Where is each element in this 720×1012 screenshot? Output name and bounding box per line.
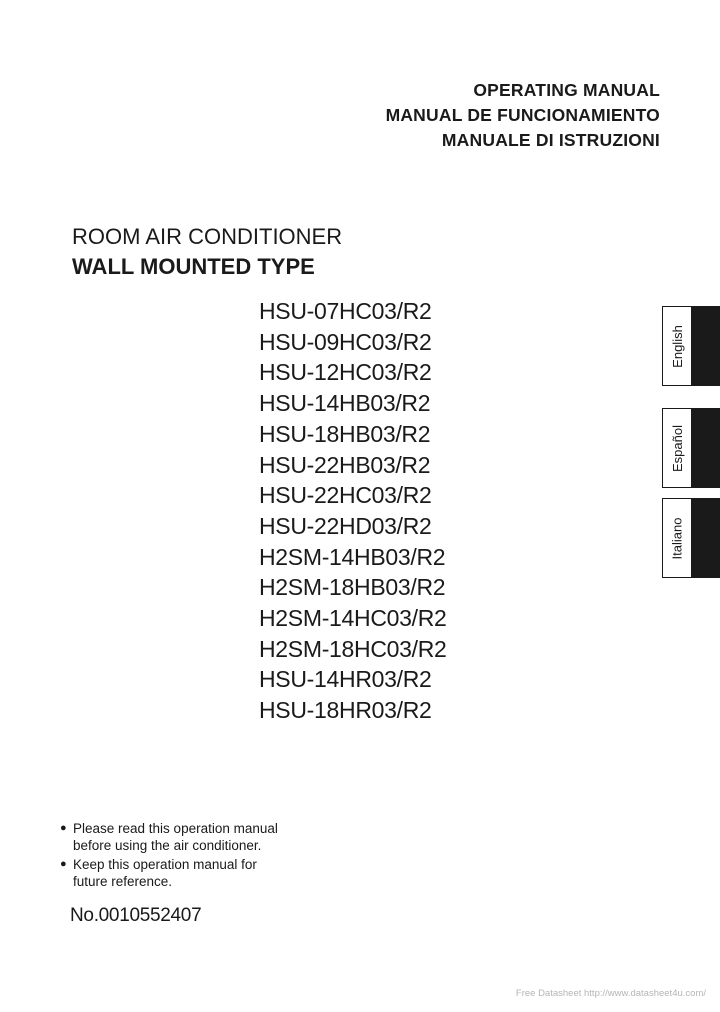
footer-watermark[interactable]: Free Datasheet http://www.datasheet4u.com/ — [515, 988, 706, 999]
model-item: HSU-22HB03/R2 — [259, 451, 431, 478]
model-item: HSU-07HC03/R2 — [259, 298, 432, 324]
tab-english[interactable] — [662, 306, 720, 386]
model-list — [259, 296, 447, 726]
model-item: HSU-22HC03/R2 — [259, 482, 432, 509]
model-item: HSU-12HC03/R2 — [259, 359, 432, 386]
tab-italiano-label: Italiano — [669, 517, 685, 559]
manual-title-block — [386, 78, 660, 153]
note-item — [60, 856, 278, 890]
model-item: HSU-22HD03/R2 — [259, 512, 432, 539]
usage-notes — [60, 820, 278, 892]
model-item: HSU-09HC03/R2 — [259, 328, 432, 355]
tab-espanol[interactable] — [662, 408, 720, 488]
tab-italiano[interactable] — [662, 498, 720, 578]
note-item — [60, 820, 278, 854]
model-item: HSU-18HR03/R2 — [259, 697, 432, 724]
model-item: HSU-18HB03/R2 — [259, 420, 431, 447]
bullet-icon: ● — [60, 822, 67, 834]
model-item: H2SM-18HC03/R2 — [259, 635, 447, 662]
note-line: future reference. — [73, 874, 173, 889]
product-category: ROOM AIR CONDITIONER — [72, 224, 343, 249]
tab-espanol-label: Español — [669, 424, 685, 472]
note-line: Keep this operation manual for — [73, 857, 257, 872]
product-heading — [72, 222, 342, 282]
note-line: before using the air conditioner. — [73, 838, 262, 853]
model-item: H2SM-18HB03/R2 — [259, 574, 446, 601]
model-item: HSU-14HB03/R2 — [259, 390, 431, 417]
tab-english-label: English — [669, 324, 685, 368]
note-line: Please read this operation manual — [73, 821, 278, 836]
model-item: H2SM-14HC03/R2 — [259, 605, 447, 632]
title-spanish: MANUAL DE FUNCIONAMIENTO — [385, 105, 660, 125]
model-item: HSU-14HR03/R2 — [259, 666, 432, 693]
model-item: H2SM-14HB03/R2 — [259, 543, 446, 570]
product-type: WALL MOUNTED TYPE — [72, 254, 315, 279]
title-english: OPERATING MANUAL — [473, 80, 660, 100]
bullet-icon: ● — [60, 858, 67, 870]
document-number: No.0010552407 — [70, 905, 202, 926]
title-italian: MANUALE DI ISTRUZIONI — [441, 130, 660, 150]
